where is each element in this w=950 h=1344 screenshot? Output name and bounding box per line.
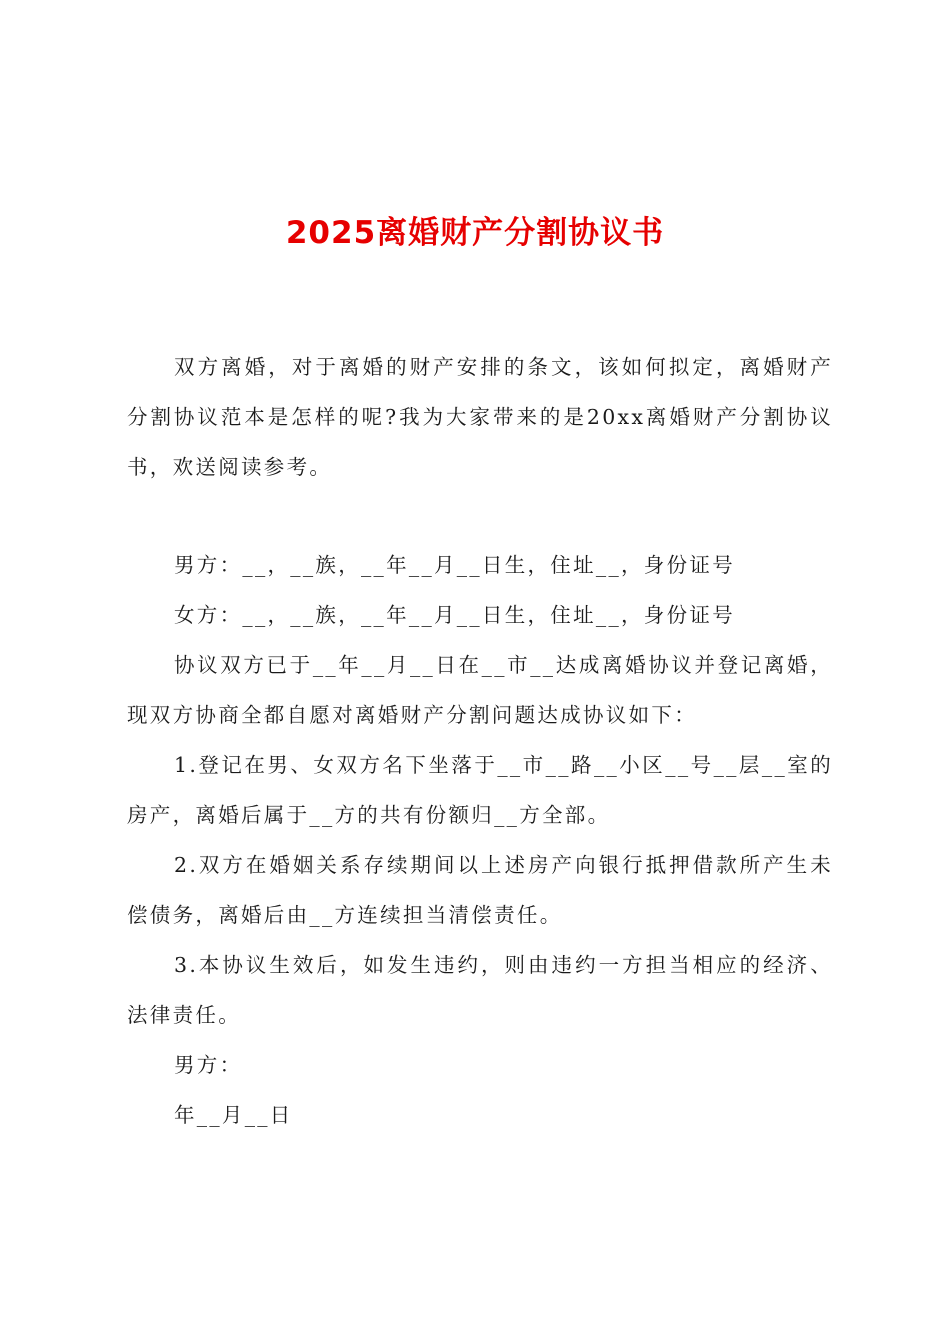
male-party-info: 男方：__，__族，__年__月__日生，住址__，身份证号 xyxy=(174,553,735,577)
clause-3: 3.本协议生效后，如发生违约，则由违约一方担当相应的经济、法律责任。 xyxy=(127,953,833,1027)
date-line: 年__月__日 xyxy=(174,1103,293,1127)
intro-paragraph: 双方离婚，对于离婚的财产安排的条文，该如何拟定，离婚财产分割协议范本是怎样的呢?我为大家带来的是20xx离婚财产分割协议书，欢送阅读参考。 xyxy=(127,355,833,479)
intro-section xyxy=(127,342,833,492)
clause-1: 1.登记在男、女双方名下坐落于__市__路__小区__号__层__室的房产，离婚后属于__方的共有份额归__方全部。 xyxy=(127,753,833,827)
female-party-info: 女方：__，__族，__年__月__日生，住址__，身份证号 xyxy=(174,603,735,627)
agreement-preamble: 协议双方已于__年__月__日在__市__达成离婚协议并登记离婚，现双方协商全都自愿对离婚财产分割问题达成协议如下： xyxy=(127,653,833,727)
agreement-body xyxy=(127,540,833,1140)
male-signature-line: 男方： xyxy=(174,1053,243,1077)
clause-2: 2.双方在婚姻关系存续期间以上述房产向银行抵押借款所产生未偿债务，离婚后由__方连续担当清偿责任。 xyxy=(127,853,833,927)
document-title: 2025离婚财产分割协议书 xyxy=(285,215,665,251)
